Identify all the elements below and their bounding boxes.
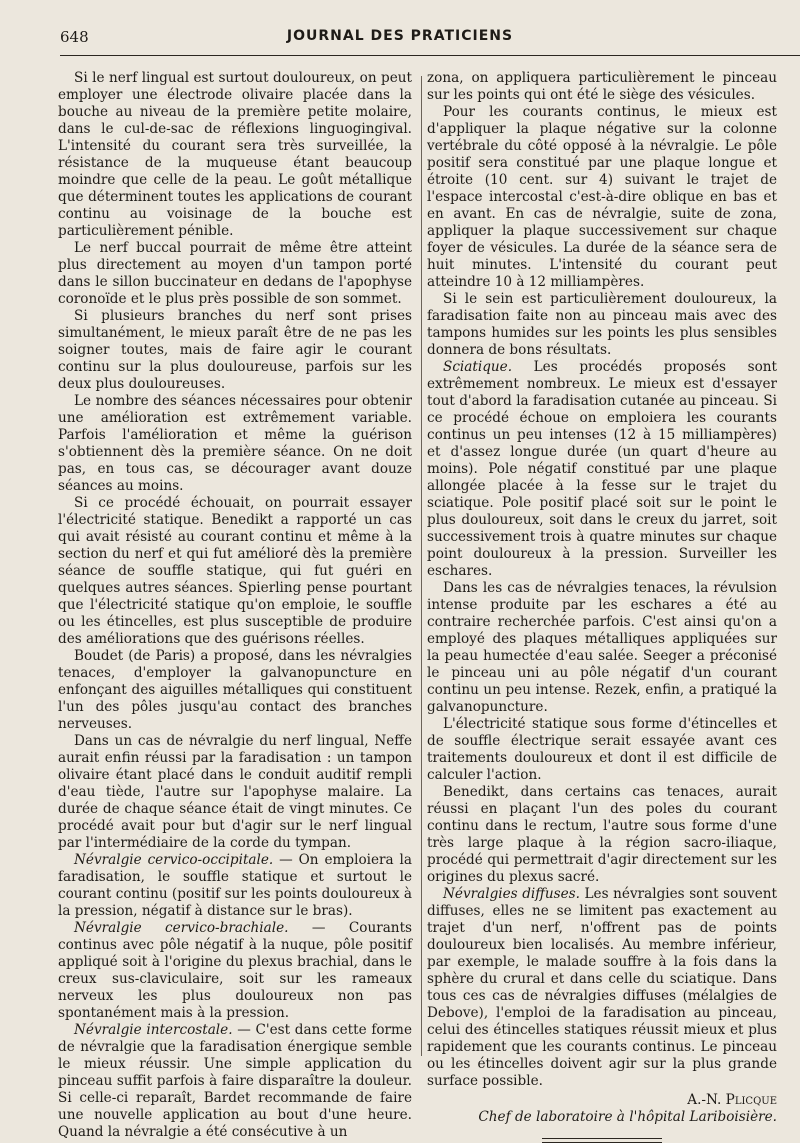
right-column-text	[427, 70, 777, 1090]
paragraph-text: Dans un cas de névralgie du nerf lingual, Neffe aurait enfin réussi par la faradisation : un tampon olivaire étant placé dans le conduit auditif rempli d'eau tiède, l'autre sur l'apophyse malaire. La durée de chaque séance était de vingt minutes. Ce procédé avait pour but d'agir sur le nerf lingual par l'intermédiaire de la corde du tympan.	[58, 733, 412, 851]
paragraph-text: Les névralgies sont souvent diffuses, elles ne se limitent pas exactement au trajet d'un nerf, n'offrent pas de points douloureux bien localisés. Au membre inférieur, par exemple, le malade souffre à la fois dans la sphère du crural et dans celle du sciatique. Dans tous ces cas de névralgies diffuses (mélalgies de Debove), l'emploi de la faradisation au pinceau, celui des étincelles statiques réussit mieux et plus rapidement que les courants continus. Le pinceau ou les étincelles doivent agir sur la plus grande surface possible.	[427, 886, 777, 1089]
paragraph	[58, 308, 412, 393]
paragraph-text: Le nerf buccal pourrait de même être atteint plus directement au moyen d'un tampon porté dans le sillon buccinateur en dedans de l'apophyse coronoïde et le plus près possible de son sommet.	[58, 240, 412, 307]
paragraph-text: — C'est dans cette forme de névralgie que la faradisation énergique semble le mieux réussir. Une simple application du pinceau suffit parfois à faire disparaître la douleur. Si celle-ci reparaît, Bardet recommande de faire une nouvelle application au bout d'une heure. Quand la névralgie a été consécutive à un	[58, 1022, 412, 1140]
paragraph-text: Dans les cas de névralgies tenaces, la révulsion intense produite par les eschares a été au contraire recherchée parfois. C'est ainsi qu'on a employé des plaques métalliques appliquées sur la peau humectée d'eau salée. Seeger a préconisé le pinceau uni au pôle négatif d'un courant continu un peu intense. Rezek, enfin, a pratiqué la galvanopuncture.	[427, 580, 777, 715]
paragraph	[58, 70, 412, 240]
end-rule	[542, 1138, 662, 1143]
paragraph	[58, 733, 412, 852]
header-rule	[60, 55, 800, 56]
section-lead: Névralgie cervico-occipitale.	[74, 852, 274, 868]
paragraph-text: zona, on appliquera particulièrement le pinceau sur les points qui ont été le siège des vésicules.	[427, 70, 777, 103]
paragraph	[427, 70, 777, 104]
paragraph-text: Boudet (de Paris) a proposé, dans les névralgies tenaces, d'employer la galvanopuncture en enfonçant des aiguilles métalliques qui constituent l'un des pôles jusqu'au contact des branches nerveuses.	[58, 648, 412, 732]
left-column	[58, 70, 412, 1141]
paragraph-text: Le nombre des séances nécessaires pour obtenir une amélioration est extrêmement variable. Parfois l'amélioration et même la guérison s'obtiennent dès la première séance. On ne doit pas, en tous cas, se décourager avant douze séances au moins.	[58, 393, 412, 494]
author-name: A.-N. Plicque	[687, 1092, 777, 1108]
paragraph-text: L'électricité statique sous forme d'étincelles et de souffle électrique serait essayée avant ces traitements douloureux et dont il est difficile de calculer l'action.	[427, 716, 777, 783]
column-divider	[421, 76, 422, 1056]
paragraph	[427, 104, 777, 291]
paragraph-text: Si ce procédé échouait, on pourrait essayer l'électricité statique. Benedikt a rapporté un cas qui avait résisté au courant continu et même à la section du nerf et qui fut amélioré dès la première séance de souffle statique, qui fut guéri en quelques autres séances. Spierling pense pourtant que l'électricité statique qu'on emploie, le souffle ou les étincelles, est plus susceptible de produire des améliorations que des guérisons réelles.	[58, 495, 412, 647]
paragraph-text: Pour les courants continus, le mieux est d'appliquer la plaque négative sur la colonne vertébrale du côté opposé à la névralgie. Le pôle positif sera constitué par une plaque longue et étroite (10 cent. sur 4) suivant le trajet de l'espace intercostal c'est-à-dire oblique en bas et en avant. En cas de névralgie, suite de zona, appliquer la plaque successivement sur chaque foyer de vésicules. La durée de la séance sera de huit minutes. L'intensité du courant peut atteindre 10 à 12 milliampères.	[427, 104, 777, 290]
paragraph	[427, 580, 777, 716]
paragraph	[427, 716, 777, 784]
section-lead: Névralgie intercostale.	[74, 1022, 233, 1038]
paragraph-text: Les procédés proposés sont extrêmement nombreux. Le mieux est d'essayer tout d'abord la faradisation cutanée au pinceau. Si ce procédé échoue on emploiera les courants continus un peu intenses (12 à 15 milliampères) et d'assez longue durée (un quart d'heure au moins). Pole négatif constitué par une plaque allongée placée à la fesse sur le trajet du sciatique. Pole positif placé soit sur le point le plus douloureux, soit dans le creux du jarret, soit successivement trois à quatre minutes sur chaque point douloureux à la pression. Surveiller les eschares.	[427, 359, 777, 579]
right-column	[427, 70, 777, 1143]
paragraph	[58, 852, 412, 920]
paragraph	[427, 359, 777, 580]
author-role: Chef de laboratoire à l'hôpital Lariboisière.	[478, 1109, 777, 1125]
paragraph	[58, 393, 412, 495]
paragraph	[58, 920, 412, 1022]
paragraph	[427, 291, 777, 359]
signature	[427, 1092, 777, 1126]
section-lead: Névralgies diffuses.	[443, 886, 580, 902]
paragraph	[58, 240, 412, 308]
paragraph-text: Si le sein est particulièrement douloureux, la faradisation faite non au pinceau mais avec des tampons humides sur les points les plus sensibles donnera de bons résultats.	[427, 291, 777, 358]
paragraph	[58, 495, 412, 648]
page-header	[0, 28, 800, 48]
paragraph-text: Benedikt, dans certains cas tenaces, aurait réussi en plaçant l'un des poles du courant continu dans le rectum, l'autre sous forme d'une très large plaque à la région sacro-iliaque, procédé qui permettrait d'agir directement sur les origines du plexus sacré.	[427, 784, 777, 885]
page-number: 648	[60, 28, 89, 46]
section-lead: Névralgie cervico-brachiale.	[74, 920, 289, 936]
paragraph-text: Si plusieurs branches du nerf sont prises simultanément, le mieux paraît être de ne pas les soigner toutes, mais de faire agir le courant continu sur la plus douloureuse, parfois sur les deux plus douloureuses.	[58, 308, 412, 392]
paragraph	[427, 784, 777, 886]
paragraph-text: — Courants continus avec pôle négatif à la nuque, pôle positif appliqué soit à l'origine du plexus brachial, dans le creux sus-claviculaire, soit sur les rameaux nerveux les plus douloureux non pas spontanément mais à la pression.	[58, 920, 413, 1021]
section-lead: Sciatique.	[443, 359, 513, 375]
journal-title: JOURNAL DES PRATICIENS	[286, 28, 514, 44]
paragraph-text: Si le nerf lingual est surtout douloureux, on peut employer une électrode olivaire placée dans la bouche au niveau de la première petite molaire, dans le cul-de-sac de réflexions linguogingival. L'intensité du courant sera très surveillée, la résistance de la muqueuse étant beaucoup moindre que celle de la peau. Le goût métallique que déterminent toutes les applications de courant continu au voisinage de la bouche est particulièrement pénible.	[58, 70, 412, 239]
paragraph	[58, 1022, 412, 1141]
paragraph	[427, 886, 777, 1090]
paragraph	[58, 648, 412, 733]
paragraph-text: — On emploiera la faradisation, le souffle statique et surtout le courant continu (positif sur les points douloureux à la pression, négatif à distance sur le bras).	[58, 852, 412, 919]
